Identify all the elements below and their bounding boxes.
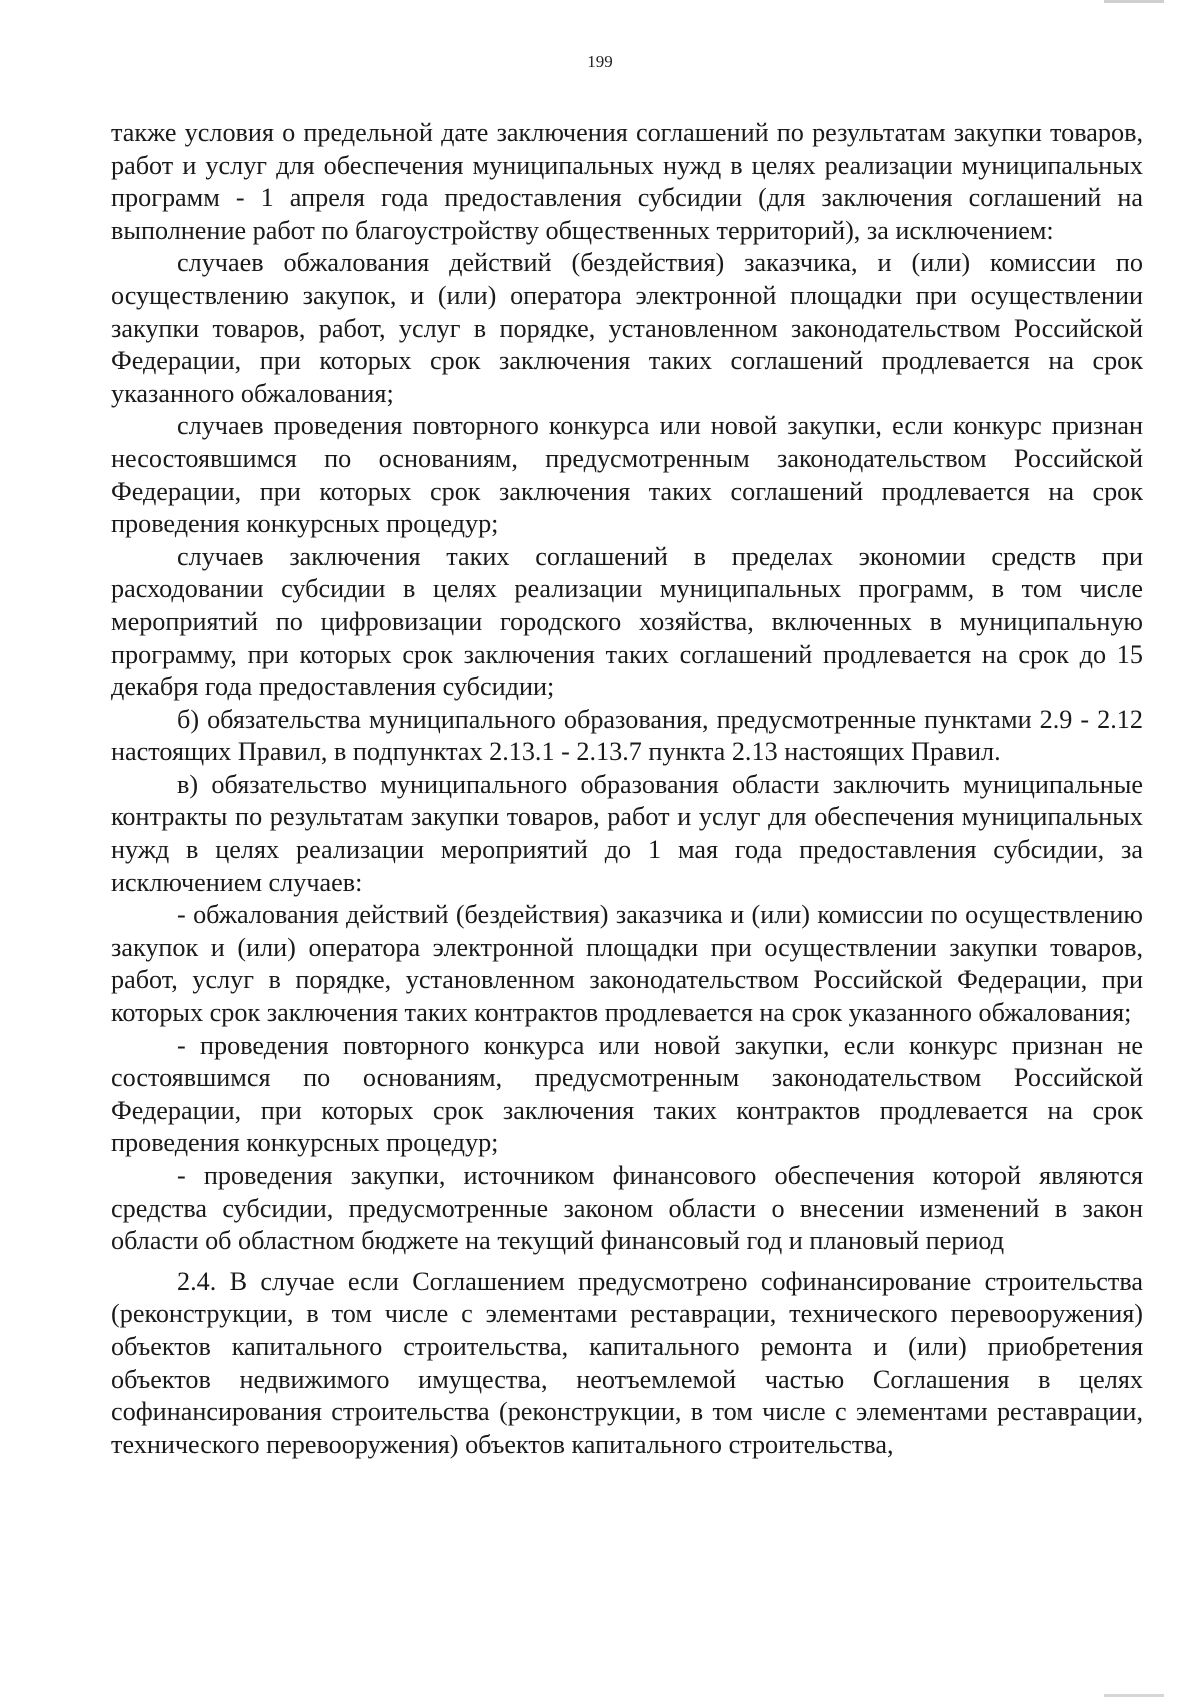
paragraph-exception-savings: случаев заключения таких соглашений в пределах экономии средств при расходовании субсидии в целях реализации муниципальных программ, в том числе мероприятий по цифровизации городского хозяйства, включенных в муниципальную программу, при которых срок заключения таких соглашений продлевается на срок до 15 декабря года предоставления субсидии; <box>111 541 1143 702</box>
paragraph-exception-repeat-tender: случаев проведения повторного конкурса или новой закупки, если конкурс признан несостоявшимся по основаниям, предусмотренным законодательством Российской Федерации, при которых срок заключения таких соглашений продлевается на срок проведения конкурсных процедур; <box>111 411 1143 539</box>
paragraph-item-v: в) обязательство муниципального образования области заключить муниципальные контракты по результатам закупки товаров, работ и услуг для обеспечения муниципальных нужд в целях реализации мероприятий до 1 мая года предоставления субсидии, за исключением случаев: <box>111 769 1143 897</box>
paragraph-case-repeat-tender: - проведения повторного конкурса или новой закупки, если конкурс признан не состоявшимся по основаниям, предусмотренным законодательством Российской Федерации, при которых срок заключения таких контрактов продлевается на срок проведения конкурсных процедур; <box>111 1030 1143 1158</box>
page-number: 199 <box>587 52 613 71</box>
body-text <box>111 117 1143 1461</box>
paragraph-case-procurement: - проведения закупки, источником финансового обеспечения которой являются средства субсидии, предусмотренные законом области о внесении изменений в закон области об областном бюджете на текущий финансовый год и плановый период <box>111 1161 1143 1256</box>
paragraph-section-2-4: 2.4. В случае если Соглашением предусмотрено софинансирование строительства (реконструкции, в том числе с элементами реставрации, технического перевооружения) объектов капитального строительства, капитального ремонта и (или) приобретения объектов недвижимого имущества, неотъемлемой частью Соглашения в целях софинансирования строительства (реконструкции, в том числе с элементами реставрации, технического перевооружения) объектов капитального строительства, <box>111 1266 1143 1459</box>
scan-edge-mark <box>1104 0 1164 3</box>
paragraph-case-appeal: - обжалования действий (бездействия) заказчика и (или) комиссии по осуществлению закупок и (или) оператора электронной площадки при осуществлении закупки товаров, работ, услуг в порядке, установленном законодательством Российской Федерации, при которых срок заключения таких контрактов продлевается на срок указанного обжалования; <box>111 900 1143 1028</box>
paragraph-exception-appeal: случаев обжалования действий (бездействия) заказчика, и (или) комиссии по осуществлению закупок, и (или) оператора электронной площадки при осуществлении закупки товаров, работ, услуг в порядке, установленном законодательством Российской Федерации, при которых срок заключения таких соглашений продлевается на срок указанного обжалования; <box>111 248 1143 408</box>
paragraph-item-b: б) обязательства муниципального образования, предусмотренные пунктами 2.9 - 2.12 настоящих Правил, в подпунктах 2.13.1 - 2.13.7 пункта 2.13 настоящих Правил. <box>111 704 1143 767</box>
paragraph-conditions-intro: также условия о предельной дате заключения соглашений по результатам закупки товаров, работ и услуг для обеспечения муниципальных нужд в целях реализации муниципальных программ - 1 апреля года предоставления субсидии (для заключения соглашений на выполнение работ по благоустройству общественных территорий), за исключением: <box>111 118 1143 245</box>
